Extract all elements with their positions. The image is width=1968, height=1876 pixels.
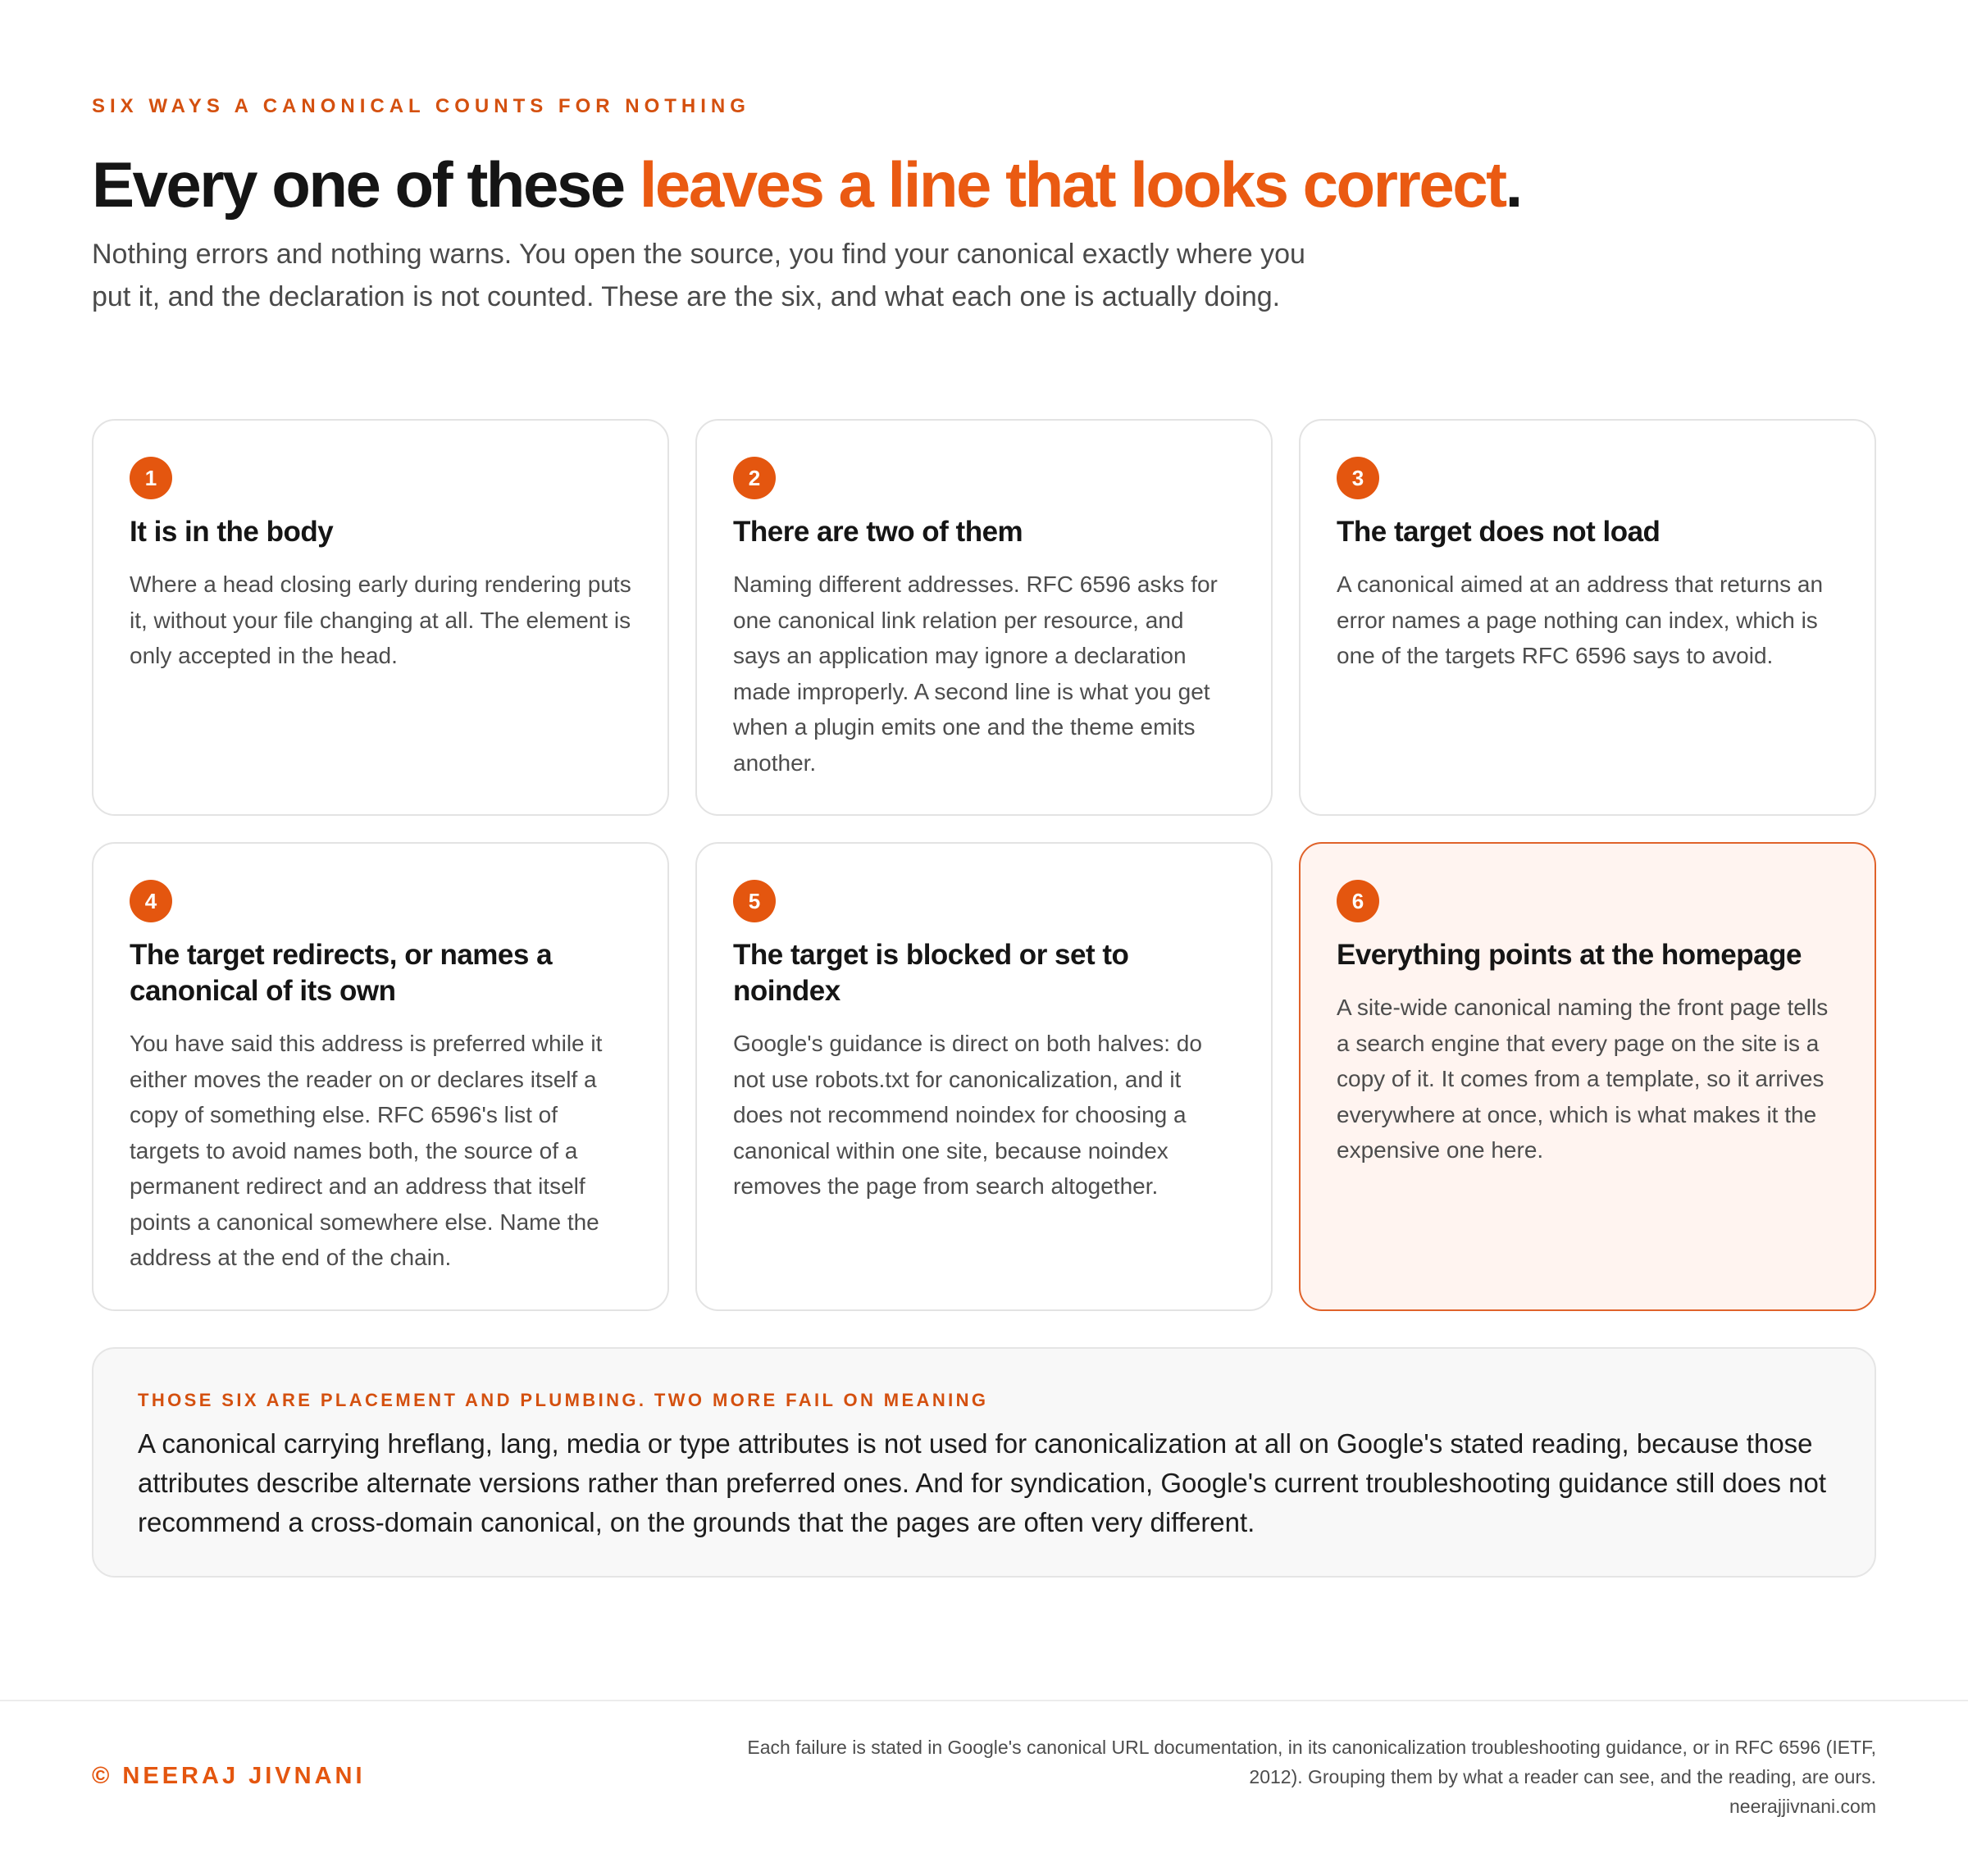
footnote-site: neerajjivnani.com — [1729, 1796, 1876, 1817]
card-title: It is in the body — [130, 516, 334, 548]
card-body: You have said this address is preferred while it either moves the reader on or declares itself a copy of something else. RFC 6596's list of targets to avoid names both, the source of a permanent redirect and an address that itself points a canonical somewhere else. Name the address at the end of the chain. — [130, 1031, 603, 1270]
card-1 — [92, 419, 669, 816]
meaning-note-panel — [92, 1347, 1876, 1578]
card-body: A canonical aimed at an address that returns an error names a page nothing can index, which is one of the targets RFC 6596 says to avoid. — [1337, 571, 1824, 668]
card-title: The target redirects, or names a canonical of its own — [130, 939, 553, 1007]
number-badge: 6 — [1337, 880, 1379, 922]
footnote-sources: Each failure is stated in Google's canonical URL documentation, in its canonicalization troubleshooting guidance, or in RFC 6596 (IETF, 2012). Grouping them by what a reader can see, and the reading, are ours. — [747, 1737, 1876, 1787]
card-body: Naming different addresses. RFC 6596 asks for one canonical link relation per resource, and says an application may ignore a declaration made improperly. A second line is what you get when a plugin emits one and the theme emits another. — [733, 571, 1218, 776]
card-3 — [1299, 419, 1876, 816]
card-body: Where a head closing early during rendering puts it, without your file changing at all. The element is only accepted in the head. — [130, 571, 631, 668]
card-title: There are two of them — [733, 516, 1023, 548]
card-title: The target does not load — [1337, 516, 1660, 548]
headline-accent: leaves a line that looks correct — [639, 148, 1506, 221]
card-body: A site-wide canonical naming the front page tells a search engine that every page on the site is a copy of it. It comes from a template, so it arrives everywhere at once, which is what makes it the expensive one here. — [1337, 995, 1829, 1163]
card-title: Everything points at the homepage — [1337, 939, 1802, 971]
headline-end: . — [1505, 148, 1521, 221]
note-eyebrow: THOSE SIX ARE PLACEMENT AND PLUMBING. TWO MORE FAIL ON MEANING — [138, 1390, 989, 1410]
note-body: A canonical carrying hreflang, lang, media or type attributes is not used for canonicalization at all on Google's stated reading, because those attributes describe alternate versions rather than preferred ones. And for syndication, Google's current troubleshooting guidance still does not recommend a cross-domain canonical, on the grounds that the pages are often very different. — [138, 1428, 1827, 1537]
copyright: © NEERAJ JIVNANI — [92, 1763, 366, 1789]
eyebrow-label: SIX WAYS A CANONICAL COUNTS FOR NOTHING — [92, 95, 750, 117]
card-body: Google's guidance is direct on both halves: do not use robots.txt for canonicalization, and it does not recommend noindex for choosing a canonical within one site, because noindex removes the page from search altogether. — [733, 1031, 1202, 1199]
footer-divider — [0, 1700, 1968, 1701]
card-4 — [92, 842, 669, 1311]
number-badge: 2 — [733, 457, 776, 499]
number-badge: 5 — [733, 880, 776, 922]
number-badge: 3 — [1337, 457, 1379, 499]
intro-paragraph: Nothing errors and nothing warns. You open the source, you find your canonical exactly where you put it, and the declaration is not counted. These are the six, and what each one is actually doing. — [92, 239, 1305, 312]
page-title — [92, 139, 1521, 230]
card-title: The target is blocked or set to noindex — [733, 939, 1129, 1007]
number-badge: 1 — [130, 457, 172, 499]
card-2 — [695, 419, 1273, 816]
source-footnote — [728, 1733, 1876, 1821]
headline-lead: Every one of these — [92, 148, 640, 221]
card-6-highlighted — [1299, 842, 1876, 1311]
number-badge: 4 — [130, 880, 172, 922]
card-5 — [695, 842, 1273, 1311]
